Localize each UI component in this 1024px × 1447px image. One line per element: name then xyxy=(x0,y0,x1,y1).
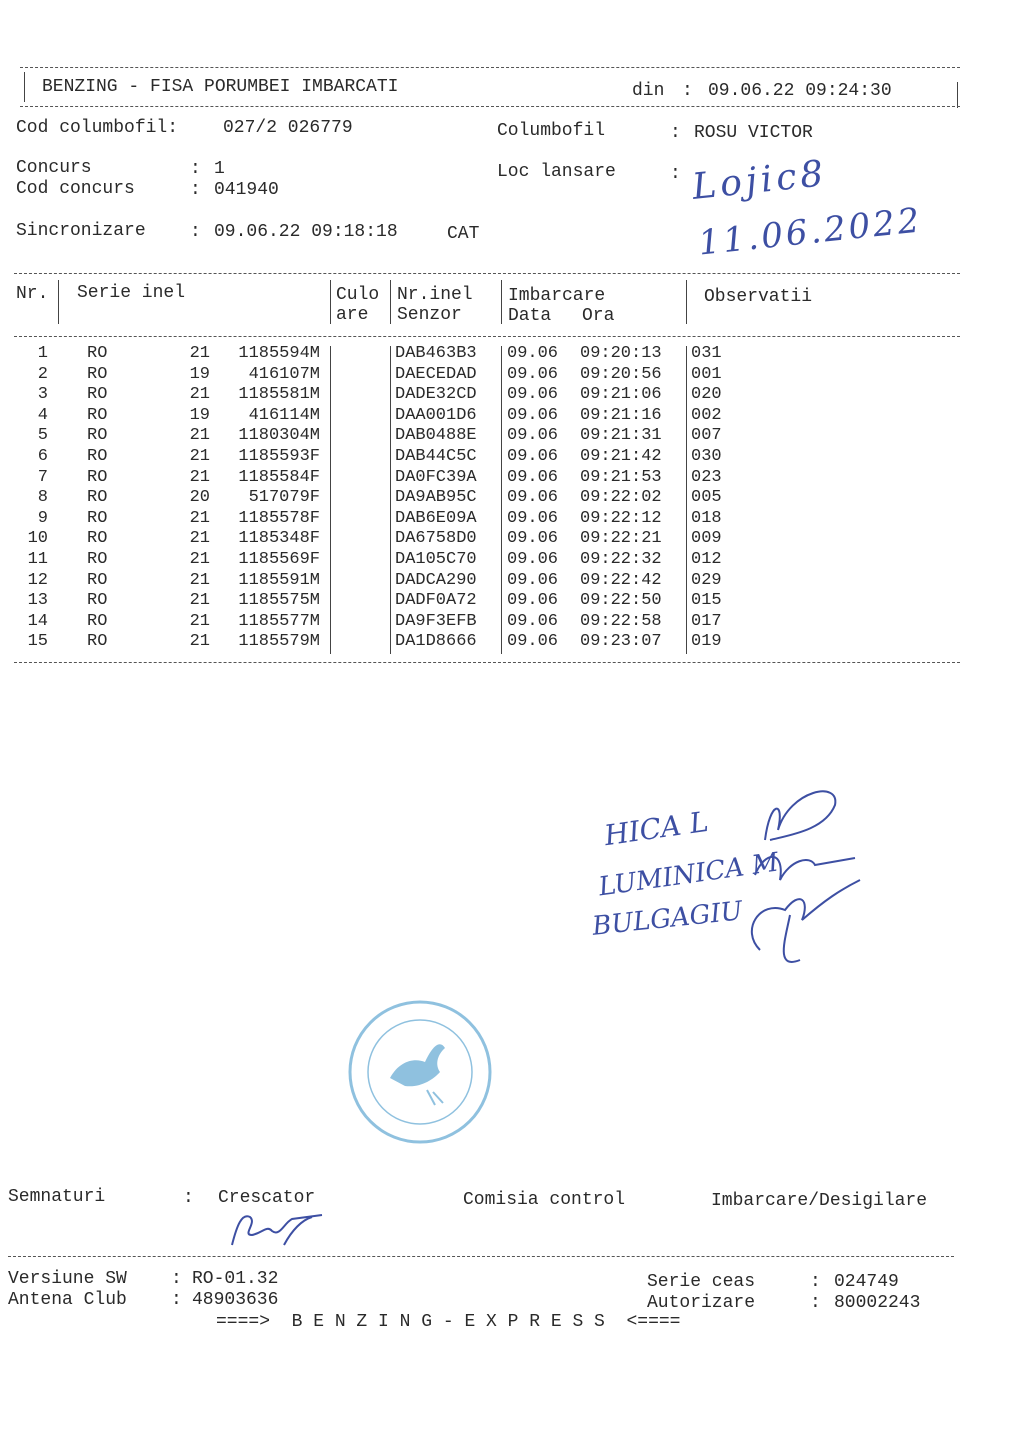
row-time: 09:21:06 xyxy=(580,385,662,405)
row-ring-number: 1185575M xyxy=(238,591,320,611)
sincronizare-timezone: CAT xyxy=(447,224,480,244)
sincronizare-colon: : xyxy=(190,222,201,242)
col-header-nr: Nr. xyxy=(16,284,49,304)
row-year: 21 xyxy=(189,385,210,405)
row-ring-number: 1185581M xyxy=(238,385,320,405)
table-row xyxy=(0,385,1024,405)
loc-lansare-colon: : xyxy=(670,164,681,184)
date-value: 09.06.22 09:24:30 xyxy=(708,81,892,101)
row-time: 09:22:32 xyxy=(580,550,662,569)
row-time: 09:20:56 xyxy=(580,364,662,384)
row-ring-number: 1180304M xyxy=(238,426,320,446)
row-number: 8 xyxy=(37,488,48,508)
row-observation: 023 xyxy=(691,467,722,487)
handwritten-place: Lojic8 xyxy=(690,153,830,208)
row-date: 09.06 xyxy=(507,611,559,631)
table-top-rule xyxy=(14,273,960,274)
antena-label: Antena Club xyxy=(8,1290,127,1310)
row-number: 3 xyxy=(37,385,48,405)
row-number: 2 xyxy=(37,364,48,384)
table-row xyxy=(0,571,1024,591)
row-sensor-id: DAECEDAD xyxy=(395,364,477,384)
row-number: 9 xyxy=(37,508,48,528)
row-country: RO xyxy=(87,529,108,549)
row-number: 11 xyxy=(27,550,48,569)
row-sensor-id: DA1D8666 xyxy=(395,632,477,652)
handwritten-name-1: HICA L xyxy=(602,804,711,853)
row-number: 6 xyxy=(37,447,48,466)
row-number: 7 xyxy=(37,467,48,487)
row-ring-number: 1185577M xyxy=(238,611,320,631)
row-ring-number: 1185594M xyxy=(238,344,320,363)
row-sensor-id: DADE32CD xyxy=(395,385,477,405)
table-row xyxy=(0,529,1024,549)
semnaturi-colon: : xyxy=(183,1188,194,1208)
commission-signatures xyxy=(730,780,880,990)
cod-concurs-colon: : xyxy=(190,180,201,200)
row-observation: 017 xyxy=(691,611,722,631)
row-time: 09:21:42 xyxy=(580,447,662,466)
semnaturi-label: Semnaturi xyxy=(8,1187,106,1207)
club-stamp xyxy=(345,1000,495,1150)
col-header-data: Data xyxy=(508,306,552,326)
serie-ceas-colon: : xyxy=(810,1272,821,1292)
row-country: RO xyxy=(87,508,108,528)
divider xyxy=(686,346,687,654)
cod-columbofil-value: 027/2 026779 xyxy=(223,118,353,138)
row-sensor-id: DA9F3EFB xyxy=(395,611,477,631)
row-date: 09.06 xyxy=(507,529,559,549)
row-time: 09:21:53 xyxy=(580,467,662,487)
row-country: RO xyxy=(87,405,108,425)
row-ring-number: 416114M xyxy=(248,405,320,425)
row-date: 09.06 xyxy=(507,385,559,405)
row-sensor-id: DAB44C5C xyxy=(395,447,477,466)
col-header-culoare-1: Culo xyxy=(336,285,380,305)
date-colon: : xyxy=(682,81,693,101)
row-sensor-id: DAB6E09A xyxy=(395,508,477,528)
row-observation: 002 xyxy=(691,405,722,425)
row-year: 21 xyxy=(189,344,210,363)
row-sensor-id: DA9AB95C xyxy=(395,488,477,508)
concurs-value: 1 xyxy=(214,159,225,179)
sincronizare-value: 09.06.22 09:18:18 xyxy=(214,222,398,242)
row-ring-number: 1185569F xyxy=(238,550,320,569)
antena-colon: : xyxy=(171,1290,182,1310)
row-number: 10 xyxy=(27,529,48,549)
antena-value: 48903636 xyxy=(192,1290,279,1310)
row-sensor-id: DAA001D6 xyxy=(395,405,477,425)
row-date: 09.06 xyxy=(507,426,559,446)
col-header-imbarcare: Imbarcare xyxy=(508,286,606,306)
sincronizare-label: Sincronizare xyxy=(16,221,146,241)
row-country: RO xyxy=(87,611,108,631)
table-row xyxy=(0,426,1024,446)
imbarcare-desigilare-label: Imbarcare/Desigilare xyxy=(711,1191,928,1211)
divider xyxy=(330,346,331,654)
row-time: 09:22:12 xyxy=(580,508,662,528)
row-date: 09.06 xyxy=(507,467,559,487)
row-observation: 029 xyxy=(691,570,722,590)
row-ring-number: 1185579M xyxy=(238,632,320,652)
row-date: 09.06 xyxy=(507,508,559,528)
table-row xyxy=(0,509,1024,529)
serie-ceas-value: 024749 xyxy=(834,1272,899,1292)
columbofil-value: ROSU VICTOR xyxy=(694,123,813,143)
versiune-value: RO-01.32 xyxy=(192,1269,279,1289)
breeder-signature xyxy=(222,1205,332,1253)
row-date: 09.06 xyxy=(507,344,559,363)
serie-ceas-label: Serie ceas xyxy=(647,1272,756,1292)
row-country: RO xyxy=(87,591,108,611)
columbofil-label: Columbofil xyxy=(497,121,606,141)
document-title: BENZING - FISA PORUMBEI IMBARCATI xyxy=(42,77,399,97)
divider xyxy=(501,346,502,654)
row-observation: 015 xyxy=(691,591,722,611)
row-date: 09.06 xyxy=(507,405,559,425)
col-header-nrinel-1: Nr.inel xyxy=(397,285,473,305)
row-year: 20 xyxy=(189,488,210,508)
table-row xyxy=(0,632,1024,652)
divider xyxy=(58,280,59,324)
handwritten-name-3: BULGAGIU xyxy=(590,896,744,942)
row-ring-number: 1185578F xyxy=(238,508,320,528)
row-country: RO xyxy=(87,447,108,466)
cod-concurs-label: Cod concurs xyxy=(16,179,135,199)
row-country: RO xyxy=(87,550,108,569)
row-observation: 009 xyxy=(691,529,722,549)
row-ring-number: 416107M xyxy=(248,364,320,384)
row-date: 09.06 xyxy=(507,550,559,569)
row-observation: 005 xyxy=(691,488,722,508)
header-left-border xyxy=(24,72,25,102)
table-row xyxy=(0,344,1024,364)
row-date: 09.06 xyxy=(507,570,559,590)
row-number: 5 xyxy=(37,426,48,446)
header-top-rule xyxy=(20,67,960,68)
header-right-border xyxy=(957,82,958,108)
row-time: 09:22:42 xyxy=(580,570,662,590)
table-header-rule xyxy=(14,336,960,337)
columbofil-colon: : xyxy=(670,123,681,143)
row-sensor-id: DAB0488E xyxy=(395,426,477,446)
concurs-colon: : xyxy=(190,159,201,179)
row-year: 21 xyxy=(189,508,210,528)
row-time: 09:22:58 xyxy=(580,611,662,631)
col-header-culoare-2: are xyxy=(336,305,369,325)
table-row xyxy=(0,612,1024,632)
row-ring-number: 1185584F xyxy=(238,467,320,487)
row-observation: 001 xyxy=(691,364,722,384)
row-observation: 019 xyxy=(691,632,722,652)
versiune-label: Versiune SW xyxy=(8,1269,127,1289)
row-time: 09:22:02 xyxy=(580,488,662,508)
col-header-serie: Serie inel xyxy=(77,283,186,303)
row-observation: 018 xyxy=(691,508,722,528)
row-time: 09:21:16 xyxy=(580,405,662,425)
row-date: 09.06 xyxy=(507,447,559,466)
col-header-ora: Ora xyxy=(582,306,615,326)
row-year: 19 xyxy=(189,364,210,384)
row-year: 21 xyxy=(189,447,210,466)
table-body xyxy=(0,344,1024,656)
divider xyxy=(686,280,687,324)
row-year: 21 xyxy=(189,426,210,446)
row-year: 21 xyxy=(189,632,210,652)
row-ring-number: 1185591M xyxy=(238,570,320,590)
row-time: 09:22:21 xyxy=(580,529,662,549)
table-row xyxy=(0,591,1024,611)
footer-top-rule xyxy=(8,1256,954,1257)
row-number: 15 xyxy=(27,632,48,652)
row-ring-number: 1185348F xyxy=(238,529,320,549)
divider xyxy=(390,346,391,654)
row-time: 09:23:07 xyxy=(580,632,662,652)
row-ring-number: 1185593F xyxy=(238,447,320,466)
benzing-express-banner: ====> B E N Z I N G - E X P R E S S <==== xyxy=(216,1312,681,1332)
divider xyxy=(330,280,331,324)
row-observation: 030 xyxy=(691,447,722,466)
row-year: 21 xyxy=(189,550,210,569)
row-ring-number: 517079F xyxy=(248,488,320,508)
row-number: 4 xyxy=(37,405,48,425)
autorizare-value: 80002243 xyxy=(834,1293,921,1313)
autorizare-colon: : xyxy=(810,1293,821,1313)
handwritten-date: 11.06.2022 xyxy=(696,200,925,264)
row-country: RO xyxy=(87,364,108,384)
row-sensor-id: DADCA290 xyxy=(395,570,477,590)
row-sensor-id: DA105C70 xyxy=(395,550,477,569)
table-row xyxy=(0,468,1024,488)
row-time: 09:20:13 xyxy=(580,344,662,363)
row-time: 09:22:50 xyxy=(580,591,662,611)
col-header-observatii: Observatii xyxy=(704,287,813,307)
row-year: 21 xyxy=(189,467,210,487)
cod-columbofil-label: Cod columbofil: xyxy=(16,118,179,138)
row-country: RO xyxy=(87,467,108,487)
row-country: RO xyxy=(87,426,108,446)
table-row xyxy=(0,447,1024,467)
row-sensor-id: DADF0A72 xyxy=(395,591,477,611)
row-year: 21 xyxy=(189,591,210,611)
row-number: 12 xyxy=(27,570,48,590)
row-number: 14 xyxy=(27,611,48,631)
concurs-label: Concurs xyxy=(16,158,92,178)
table-row xyxy=(0,406,1024,426)
row-number: 13 xyxy=(27,591,48,611)
table-row xyxy=(0,365,1024,385)
row-year: 21 xyxy=(189,529,210,549)
crescator-label: Crescator xyxy=(218,1188,316,1208)
table-bottom-rule xyxy=(14,662,960,663)
row-country: RO xyxy=(87,570,108,590)
header-bottom-rule xyxy=(20,106,960,107)
row-year: 21 xyxy=(189,611,210,631)
divider xyxy=(390,280,391,324)
autorizare-label: Autorizare xyxy=(647,1293,756,1313)
row-sensor-id: DAB463B3 xyxy=(395,344,477,363)
row-observation: 012 xyxy=(691,550,722,569)
row-date: 09.06 xyxy=(507,591,559,611)
row-country: RO xyxy=(87,385,108,405)
versiune-colon: : xyxy=(171,1269,182,1289)
row-observation: 031 xyxy=(691,344,722,363)
row-year: 19 xyxy=(189,405,210,425)
row-country: RO xyxy=(87,344,108,363)
loc-lansare-label: Loc lansare xyxy=(497,162,616,182)
row-sensor-id: DA0FC39A xyxy=(395,467,477,487)
row-date: 09.06 xyxy=(507,632,559,652)
row-sensor-id: DA6758D0 xyxy=(395,529,477,549)
col-header-nrinel-2: Senzor xyxy=(397,305,462,325)
handwritten-name-2: LUMINICA M xyxy=(596,847,781,903)
row-observation: 007 xyxy=(691,426,722,446)
row-observation: 020 xyxy=(691,385,722,405)
cod-concurs-value: 041940 xyxy=(214,180,279,200)
row-time: 09:21:31 xyxy=(580,426,662,446)
row-number: 1 xyxy=(37,344,48,363)
table-row xyxy=(0,550,1024,570)
date-label: din xyxy=(632,81,665,101)
table-row xyxy=(0,488,1024,508)
row-year: 21 xyxy=(189,570,210,590)
divider xyxy=(501,280,502,324)
row-date: 09.06 xyxy=(507,488,559,508)
row-country: RO xyxy=(87,632,108,652)
row-country: RO xyxy=(87,488,108,508)
comisia-label: Comisia control xyxy=(463,1190,626,1210)
row-date: 09.06 xyxy=(507,364,559,384)
